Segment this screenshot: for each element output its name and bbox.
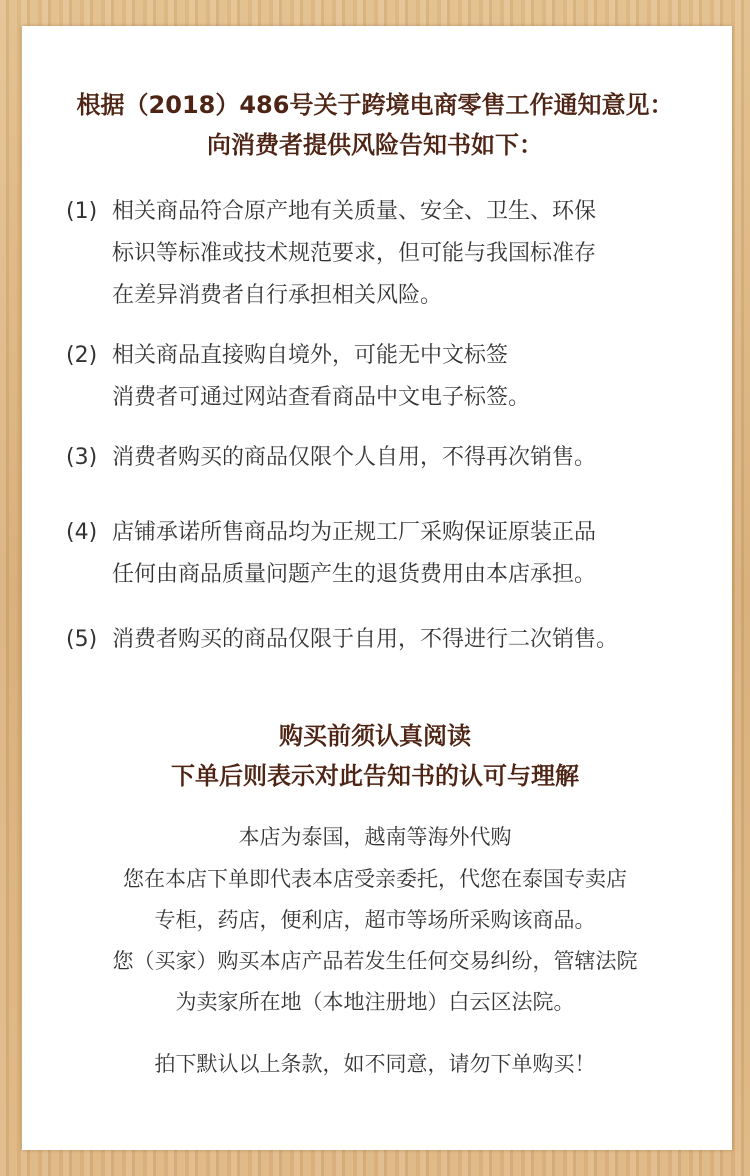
notice-item-3 [66, 437, 596, 479]
item-text-line: 店铺承诺所售商品均为正规工厂采购保证原装正品 [112, 520, 597, 545]
item-number: (1) [66, 199, 98, 224]
notice-item-2 [66, 335, 530, 419]
closing-statement: 拍下默认以上条款，如不同意，请勿下单购买！ [154, 1052, 596, 1076]
item-number: (2) [66, 343, 98, 368]
store-info-line: 您在本店下单即代表本店受亲委托，代您在泰国专卖店 [123, 867, 627, 891]
item-text-line: 消费者可通过网站查看商品中文电子标签。 [112, 385, 531, 410]
item-text-line: 标识等标准或技术规范要求，但可能与我国标准存 [112, 241, 597, 266]
page-title: 根据（2018）486号关于跨境电商零售工作通知意见： [76, 91, 674, 119]
notice-item-1 [66, 191, 596, 317]
acceptance-heading: 下单后则表示对此告知书的认可与理解 [171, 762, 579, 790]
item-text-line: 相关商品符合原产地有关质量、安全、卫生、环保 [112, 199, 597, 224]
item-number: (3) [66, 445, 98, 470]
item-text-line: 消费者购买的商品仅限于自用，不得进行二次销售。 [112, 627, 619, 652]
item-text-line: 在差异消费者自行承担相关风险。 [112, 283, 443, 308]
store-info-line: 您（买家）购买本店产品若发生任何交易纠纷，管辖法院 [112, 949, 638, 973]
item-number: (5) [66, 627, 98, 652]
notice-item-5 [66, 619, 618, 661]
page-subtitle: 向消费者提供风险告知书如下： [207, 131, 543, 159]
store-info-line: 为卖家所在地（本地注册地）白云区法院。 [175, 990, 575, 1014]
item-text-line: 消费者购买的商品仅限个人自用，不得再次销售。 [112, 445, 597, 470]
read-before-purchase-heading: 购买前须认真阅读 [279, 722, 471, 750]
item-number: (4) [66, 520, 98, 545]
notice-item-4 [66, 512, 596, 596]
store-info-line: 本店为泰国，越南等海外代购 [238, 825, 512, 849]
item-text-line: 任何由商品质量问题产生的退货费用由本店承担。 [112, 562, 597, 587]
store-info-line: 专柜，药店，便利店，超市等场所采购该商品。 [154, 908, 596, 932]
item-text-line: 相关商品直接购自境外，可能无中文标签 [112, 343, 509, 368]
